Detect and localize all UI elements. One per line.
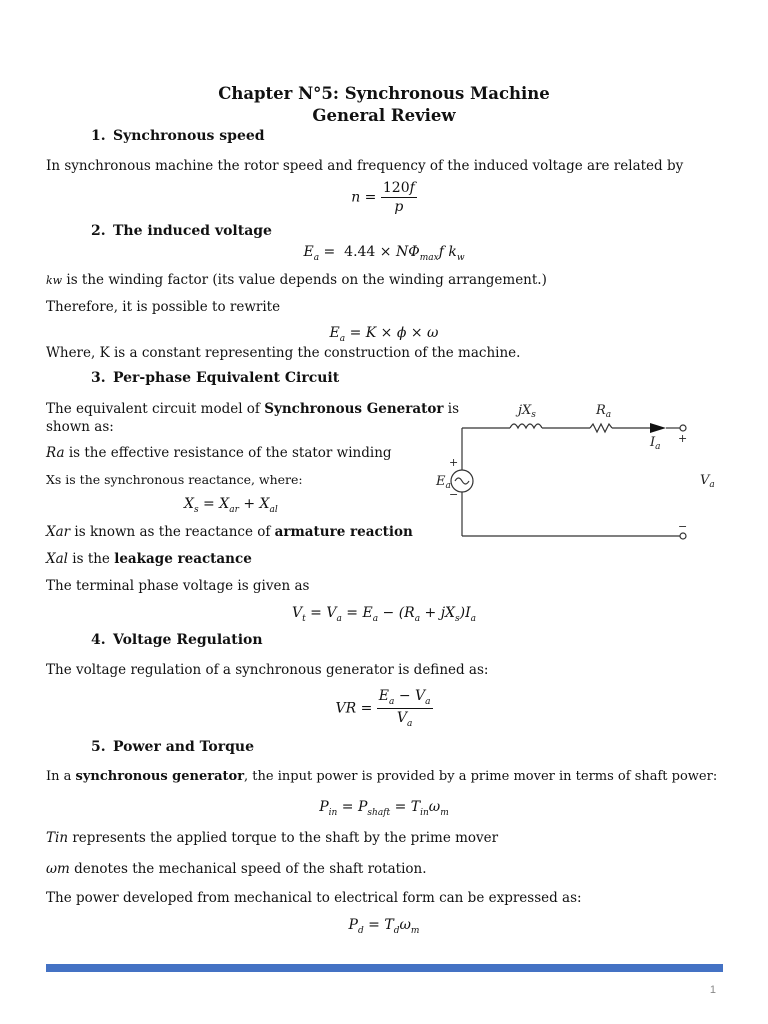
equivalent-circuit-diagram (430, 392, 730, 552)
kw-symbol: kw (46, 274, 63, 287)
section-number: 4. (91, 632, 106, 648)
equation-induced-voltage: $E_a = 4.44 \times N\Phi_{max}f$ $k_w$ (303, 244, 465, 263)
tin-symbol: Tin (46, 830, 69, 846)
plus-sign: + (449, 456, 459, 469)
section-title: Power and Torque (113, 739, 255, 755)
resistor-zigzag (590, 424, 612, 432)
section-number: 2. (91, 223, 106, 239)
paragraph-speed: In synchronous machine the rotor speed and frequency of the induced voltage are related by (46, 158, 684, 174)
source-sine (455, 478, 469, 484)
bold-run: synchronous generator (75, 769, 245, 784)
equation-ea-k: $E_a = K \times \phi \times \omega$ (329, 325, 439, 344)
paragraph-xar (46, 524, 413, 540)
section-heading-4 (91, 632, 263, 648)
paragraph-xs: Xs is the synchronous reactance, where: (46, 472, 303, 487)
text-run: The equivalent circuit model of (46, 401, 265, 417)
bold-run: Synchronous Generator (264, 401, 444, 417)
paragraph-rewrite: Therefore, it is possible to rewrite (46, 299, 281, 315)
plus-sign: + (678, 432, 688, 445)
equation-speed: n = $\frac{120f}{p}$ (351, 180, 415, 215)
ia-label: $I_a$ (650, 435, 661, 452)
paragraph-vr: The voltage regulation of a synchronous generator is defined as: (46, 662, 489, 678)
terminal-bottom (680, 533, 686, 539)
bold-run: leakage reactance (114, 551, 252, 567)
equation-voltage-regulation: VR = $\frac{E_a - V_a}{V_a}$ (335, 688, 431, 729)
paragraph-terminal: The terminal phase voltage is given as (46, 578, 310, 594)
ra-label: $R_a$ (596, 403, 612, 420)
section-number: 5. (91, 739, 106, 755)
page-subtitle: General Review (312, 106, 456, 125)
section-heading-5 (91, 739, 254, 755)
jxs-label: $jX_s$ (518, 403, 536, 420)
paragraph-kw (46, 272, 547, 288)
equation-developed-power: $P_d = T_d\omega_m$ (348, 917, 420, 936)
paragraph-ra (46, 445, 392, 461)
equation-xs: $X_s = X_{ar} + X_{al}$ (184, 496, 278, 515)
paragraph-input-power (46, 769, 717, 784)
equation-input-power: $P_{in} = P_{shaft} = T_{in}\omega_m$ (319, 799, 449, 818)
text-run: In a (46, 769, 76, 784)
text-run: is known as the reactance of (70, 524, 275, 540)
section-title: The induced voltage (113, 223, 272, 239)
text-run: is the (67, 551, 115, 567)
text-run: is (443, 401, 460, 417)
ra-symbol: Ra (46, 445, 65, 461)
page-title: Chapter N°5: Synchronous Machine (218, 84, 550, 103)
paragraph-tin (46, 830, 498, 846)
va-label: $V_a$ (700, 473, 715, 490)
paragraph-developed-power: The power developed from mechanical to electrical form can be expressed as: (46, 890, 582, 906)
minus-sign: − (449, 488, 459, 501)
paragraph-where-k: Where, K is a constant representing the construction of the machine. (46, 345, 521, 361)
page-number: 1 (709, 984, 716, 996)
ea-label: $E_a$ (436, 474, 451, 491)
paragraph-equivalent-circuit (46, 401, 459, 417)
wm-symbol: ωm (46, 861, 70, 877)
xal-symbol: Xal (46, 551, 68, 567)
section-title: Voltage Regulation (113, 632, 263, 648)
text-run: denotes the mechanical speed of the shaft rotation. (69, 861, 427, 877)
ra-text: is the effective resistance of the stator winding (64, 445, 392, 461)
paragraph-shown-as: shown as: (46, 419, 114, 435)
equation-terminal-voltage: $V_t = V_a = E_a - (R_a + jX_s)I_a$ (291, 605, 477, 624)
section-title: Per-phase Equivalent Circuit (113, 370, 340, 386)
bold-run: armature reaction (274, 524, 413, 540)
kw-text: is the winding factor (its value depends on the winding arrangement.) (62, 272, 547, 288)
paragraph-xal (46, 551, 252, 567)
current-arrow (650, 423, 666, 433)
section-heading-3 (91, 370, 339, 386)
minus-sign: − (678, 520, 688, 533)
section-heading-2 (91, 223, 272, 239)
section-heading-1 (91, 128, 265, 144)
xar-symbol: Xar (46, 524, 71, 540)
section-title: Synchronous speed (113, 128, 265, 144)
text-run: represents the applied torque to the shaft by the prime mover (68, 830, 499, 846)
terminal-top (680, 425, 686, 431)
section-number: 3. (91, 370, 106, 386)
section-number: 1. (91, 128, 106, 144)
paragraph-wm (46, 861, 427, 877)
text-run: , the input power is provided by a prime mover in terms of shaft power: (244, 769, 718, 784)
inductor-coil (510, 424, 542, 428)
footer-rule (46, 964, 723, 972)
